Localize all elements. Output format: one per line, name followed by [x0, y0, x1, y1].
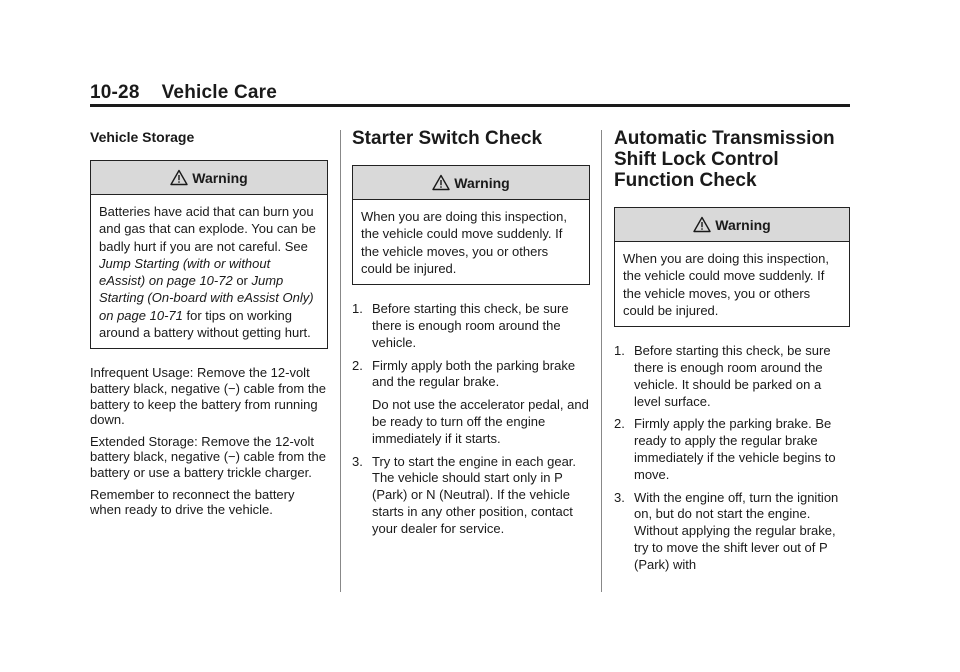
warning-header [353, 166, 589, 200]
vehicle-storage-heading: Vehicle Storage [90, 129, 195, 145]
warning-box [352, 165, 590, 285]
list-item: 3. Try to start the engine in each gear. The vehicle should start only in P (Park) or N (Neutral). If the vehicle starts in any other position, contact your dealer for service. [352, 453, 577, 536]
list-item: 2. Firmly apply the parking brake. Be ready to apply the regular brake immediately if the vehicle begins to move. [614, 416, 836, 482]
warning-text: Batteries have acid that can burn you and gas that can explode. You can be badly hurt if you are not careful. See Jump Starting (with or without eAssist) on page 10-72 or Jump Starting (On-board with eAssist Only) on page 10-71 for tips on working around a battery without getting hurt. [99, 204, 316, 341]
step-list [352, 454, 590, 538]
paragraph: Infrequent Usage: Remove the 12-volt battery black, negative (−) cable from the battery to keep the battery from running down. [90, 365, 326, 428]
step-list [352, 301, 590, 391]
list-item: 3. With the engine off, turn the ignition on, but do not start the engine. Without applying the regular brake, try to move the shift lever out of P (Park) with [614, 489, 839, 572]
warning-box [614, 207, 850, 327]
column-shift-lock [614, 122, 850, 580]
section-name: Vehicle Care [161, 82, 278, 103]
warning-text: When you are doing this inspection, the vehicle could move suddenly. If the vehicle moves, you or others could be injured. [361, 209, 567, 276]
warning-triangle-icon [170, 169, 188, 186]
warning-box [90, 160, 328, 349]
list-item: 1. Before starting this check, be sure there is enough room around the vehicle. [352, 301, 569, 350]
list-item: 1. Before starting this check, be sure there is enough room around the vehicle. It should be parked on a level surface. [614, 343, 831, 409]
column-divider [340, 130, 341, 592]
cross-reference-link[interactable]: Jump Starting (On-board with eAssist Only) on page 10-71 [99, 273, 314, 323]
page-number: 10-28 [90, 82, 140, 103]
warning-title: Warning [192, 169, 248, 186]
column-divider [601, 130, 602, 592]
step-note: Do not use the accelerator pedal, and be ready to turn off the engine immediately if it starts. [372, 397, 589, 446]
header-rule [90, 104, 850, 107]
header-title [90, 82, 850, 104]
column-vehicle-storage [90, 122, 328, 524]
section-title: Starter Switch Check [352, 128, 543, 149]
step-list [614, 343, 850, 573]
warning-header [91, 161, 327, 195]
cross-reference-link[interactable]: Jump Starting (with or without eAssist) on page 10-72 [99, 255, 271, 289]
warning-text: When you are doing this inspection, the vehicle could move suddenly. If the vehicle moves, you or others could be injured. [623, 251, 829, 318]
section-title: Automatic Transmission Shift Lock Control Function Check [614, 128, 835, 191]
column-starter-switch [352, 122, 590, 544]
list-item: 2. Firmly apply both the parking brake and the regular brake. [352, 357, 576, 390]
warning-triangle-icon [432, 174, 450, 191]
page-header [90, 82, 850, 104]
warning-title: Warning [715, 216, 771, 233]
paragraph: Remember to reconnect the battery when ready to drive the vehicle. [90, 486, 295, 518]
warning-triangle-icon [693, 216, 711, 233]
warning-header [615, 208, 849, 242]
paragraph: Extended Storage: Remove the 12-volt battery black, negative (−) cable from the battery or use a battery trickle charger. [90, 433, 326, 480]
warning-title: Warning [454, 174, 510, 191]
